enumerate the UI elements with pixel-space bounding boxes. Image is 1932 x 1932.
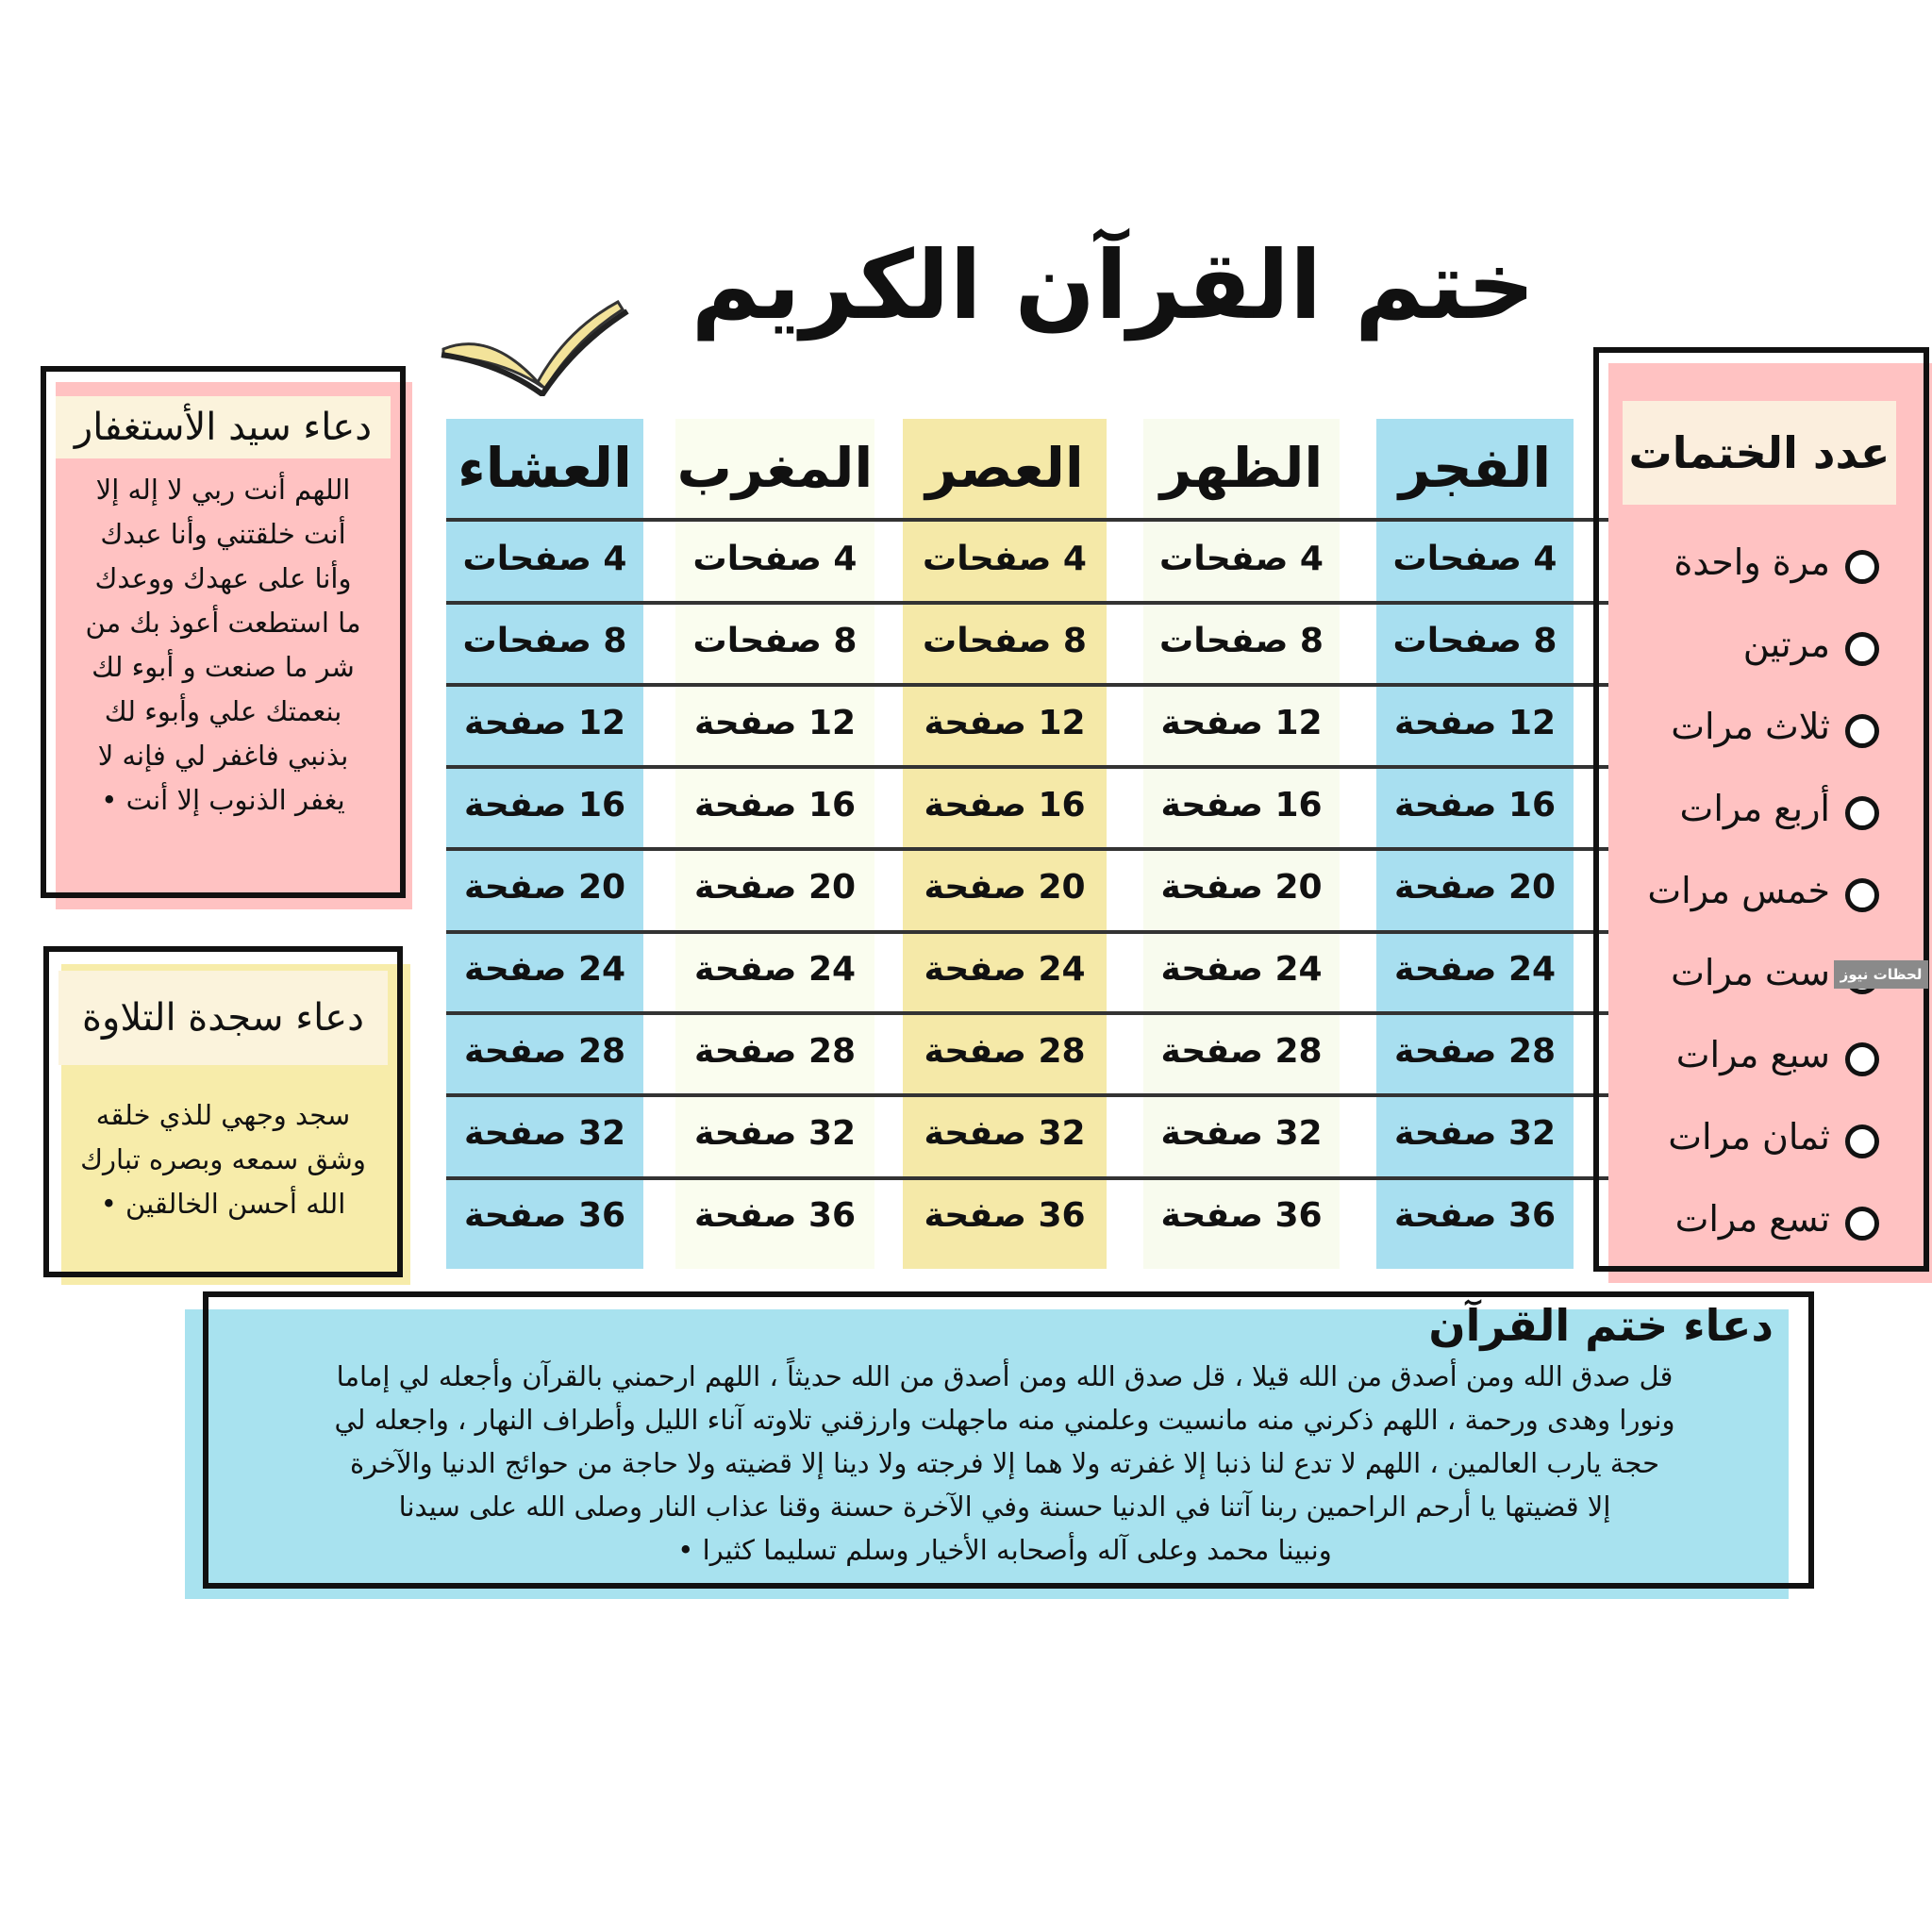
- table-cell: 36 صفحة: [924, 1196, 1086, 1235]
- radio-circle-icon[interactable]: [1845, 632, 1879, 666]
- table-cell: 12 صفحة: [693, 704, 857, 742]
- khatmat-option[interactable]: [1623, 686, 1896, 768]
- text-line: وأنا على عهدك ووعدك: [94, 562, 352, 594]
- radio-circle-icon[interactable]: [1845, 1042, 1879, 1076]
- table-cell: 24 صفحة: [924, 950, 1086, 989]
- column-header-isha: العشاء: [458, 436, 632, 500]
- table-cell: 8 صفحات: [1392, 622, 1557, 660]
- text-line: بذنبي فاغفر لي فإنه لا: [97, 740, 349, 772]
- table-cell: 24 صفحة: [463, 950, 626, 989]
- table-cell: 12 صفحة: [924, 704, 1086, 742]
- column-header-fajr: الفجر: [1398, 436, 1552, 500]
- open-book-icon: [434, 292, 632, 396]
- text-line: ونبينا محمد وعلى آله وأصحابه الأخيار وسلم تسليما كثيرا •: [677, 1534, 1332, 1566]
- sajda-box: [43, 946, 403, 1277]
- column-header-dhuhr: الظهر: [1159, 436, 1324, 500]
- text-line: الله أحسن الخالقين •: [100, 1188, 346, 1220]
- radio-circle-icon[interactable]: [1845, 878, 1879, 912]
- text-line: اللهم أنت ربي لا إله إلا: [95, 474, 351, 506]
- text-line: قل صدق الله ومن أصدق من الله قيلا ، قل صدق الله ومن أصدق من الله حديثاً ، اللهم ارحمني بالقرآن وأجعله لي إماما: [336, 1360, 1674, 1392]
- page-title: ختم القرآن الكريم: [691, 230, 1536, 341]
- text-line: سجد وجهي للذي خلقه: [95, 1099, 351, 1131]
- radio-circle-icon[interactable]: [1845, 1207, 1879, 1241]
- table-cell: 4 صفحات: [923, 540, 1087, 578]
- table-cell: 16 صفحة: [693, 786, 857, 824]
- sajda-text: [49, 1093, 397, 1226]
- table-cell: 32 صفحة: [693, 1114, 857, 1153]
- table-cell: 20 صفحة: [1160, 868, 1323, 907]
- table-cell: 12 صفحة: [463, 704, 626, 742]
- table-cell: 28 صفحة: [1393, 1032, 1557, 1071]
- table-cell: 4 صفحات: [1392, 540, 1557, 578]
- table-cell: 16 صفحة: [463, 786, 626, 824]
- table-cell: 4 صفحات: [692, 540, 858, 578]
- khatmat-option-label: سبع مرات: [1675, 1034, 1830, 1075]
- khatmat-title: عدد الختمات: [1623, 401, 1896, 505]
- table-cell: 20 صفحة: [1393, 868, 1557, 907]
- table-cell: 32 صفحة: [924, 1114, 1086, 1153]
- table-cell: 24 صفحة: [1393, 950, 1557, 989]
- khatmat-option[interactable]: [1623, 522, 1896, 604]
- table-cell: 28 صفحة: [924, 1032, 1086, 1071]
- table-cell: 8 صفحات: [1159, 622, 1324, 660]
- khatmat-option-label: ثلاث مرات: [1671, 706, 1830, 747]
- table-cell: 12 صفحة: [1393, 704, 1557, 742]
- table-cell: 8 صفحات: [923, 622, 1087, 660]
- khatmat-option[interactable]: [1623, 768, 1896, 850]
- radio-circle-icon[interactable]: [1845, 714, 1879, 748]
- column-header-maghrib: المغرب: [676, 436, 874, 500]
- radio-circle-icon[interactable]: [1845, 550, 1879, 584]
- table-cell: 8 صفحات: [692, 622, 858, 660]
- column-dhuhr: [1143, 419, 1340, 1269]
- istighfar-text: [46, 468, 400, 823]
- text-line: إلا قضيتها يا أرحم الراحمين ربنا آتنا في الدنيا حسنة وفي الآخرة حسنة وقنا عذاب النار وصلى الله على سيدنا: [398, 1491, 1611, 1523]
- radio-circle-icon[interactable]: [1845, 1124, 1879, 1158]
- sajda-title: دعاء سجدة التلاوة: [58, 971, 388, 1065]
- table-cell: 16 صفحة: [1160, 786, 1323, 824]
- column-fajr: [1376, 419, 1574, 1269]
- table-cell: 20 صفحة: [693, 868, 857, 907]
- istighfar-title: دعاء سيد الأستغفار: [56, 396, 391, 458]
- khatmat-option-label: مرتين: [1742, 624, 1830, 665]
- khatmat-option-label: ست مرات: [1671, 952, 1830, 993]
- table-cell: 32 صفحة: [463, 1114, 626, 1153]
- text-line: بنعمتك علي وأبوء لك: [104, 695, 342, 727]
- text-line: ما استطعت أعوذ بك من: [85, 607, 361, 639]
- istighfar-box: [41, 366, 406, 898]
- khatmat-option[interactable]: [1623, 850, 1896, 932]
- table-cell: 24 صفحة: [1160, 950, 1323, 989]
- column-maghrib: [675, 419, 874, 1269]
- khatmat-option[interactable]: [1623, 1096, 1896, 1178]
- table-cell: 8 صفحات: [462, 622, 627, 660]
- khatmat-option[interactable]: [1623, 1178, 1896, 1260]
- table-cell: 4 صفحات: [462, 540, 627, 578]
- text-line: حجة يارب العالمين ، اللهم لا تدع لنا ذنبا إلا غفرته ولا هما إلا فرجته ولا دينا إلا قضيته ولا حاجة من حوائج الدنيا والآخرة: [349, 1447, 1660, 1479]
- table-cell: 28 صفحة: [463, 1032, 626, 1071]
- column-asr: [903, 419, 1107, 1269]
- table-cell: 36 صفحة: [693, 1196, 857, 1235]
- khatmat-option-label: أربع مرات: [1679, 788, 1830, 829]
- khatm-dua-title: دعاء ختم القرآن: [1428, 1300, 1774, 1351]
- khatmat-option-label: خمس مرات: [1647, 870, 1830, 911]
- khatmat-option-label: مرة واحدة: [1674, 541, 1830, 583]
- table-cell: 20 صفحة: [924, 868, 1086, 907]
- khatmat-option-label: تسع مرات: [1674, 1198, 1830, 1240]
- khatmat-option[interactable]: [1623, 1014, 1896, 1096]
- khatm-dua-text: [212, 1355, 1797, 1572]
- table-cell: 16 صفحة: [1393, 786, 1557, 824]
- table-cell: 36 صفحة: [463, 1196, 626, 1235]
- column-isha: [446, 419, 643, 1269]
- column-header-asr: العصر: [925, 436, 1084, 500]
- radio-circle-icon[interactable]: [1845, 796, 1879, 830]
- table-cell: 36 صفحة: [1393, 1196, 1557, 1235]
- table-cell: 28 صفحة: [1160, 1032, 1323, 1071]
- text-line: ونورا وهدى ورحمة ، اللهم ذكرني منه مانسيت وعلمني منه ماجهلت وارزقني تلاوته آناء الليل وأطراف النهار ، واجعله لي: [334, 1404, 1675, 1436]
- table-cell: 32 صفحة: [1393, 1114, 1557, 1153]
- table-cell: 4 صفحات: [1159, 540, 1324, 578]
- table-cell: 12 صفحة: [1160, 704, 1323, 742]
- table-cell: 20 صفحة: [463, 868, 626, 907]
- text-line: أنت خلقتني وأنا عبدك: [100, 518, 346, 550]
- watermark-text: لحظات نيوز: [1840, 966, 1923, 983]
- khatmat-option[interactable]: [1623, 604, 1896, 686]
- text-line: يغفر الذنوب إلا أنت •: [101, 784, 345, 816]
- khatmat-option-label: ثمان مرات: [1668, 1116, 1830, 1158]
- table-cell: 32 صفحة: [1160, 1114, 1323, 1153]
- table-cell: 16 صفحة: [924, 786, 1086, 824]
- table-cell: 24 صفحة: [693, 950, 857, 989]
- table-cell: 28 صفحة: [693, 1032, 857, 1071]
- text-line: شر ما صنعت و أبوء لك: [92, 651, 355, 683]
- text-line: وشق سمعه وبصره تبارك: [80, 1143, 366, 1175]
- table-cell: 36 صفحة: [1160, 1196, 1323, 1235]
- watermark-logo: [1834, 960, 1928, 989]
